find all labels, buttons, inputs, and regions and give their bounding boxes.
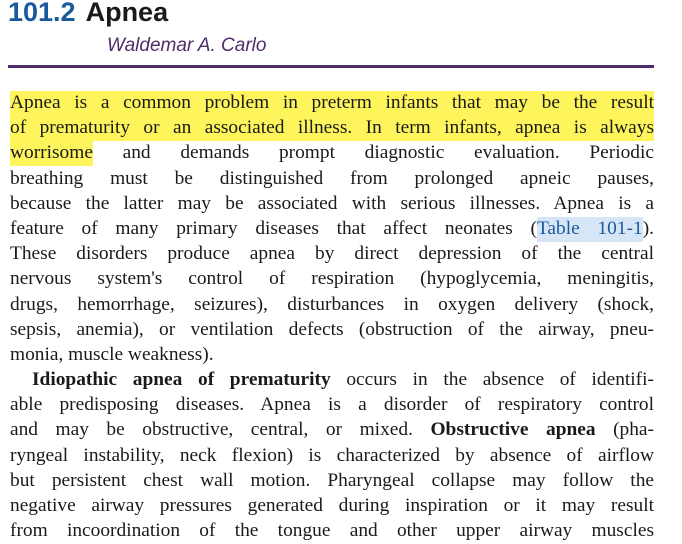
text-line: sepsis, anemia), or ventilation defects (obstruction of the airway, pneu- <box>10 318 654 340</box>
text-line: ryngeal instability, neck flexion) is characterized by absence of airflow <box>10 444 654 466</box>
section-heading <box>8 0 168 28</box>
author-name: Waldemar A. Carlo <box>107 35 267 56</box>
text-line: negative airway pressures generated during inspiration or it may result <box>10 495 654 516</box>
table-reference-link[interactable]: Table 101-1 <box>537 217 643 242</box>
section-divider <box>8 65 654 68</box>
text-line: worrisome and demands prompt diagnostic evaluation. Periodic <box>10 140 654 165</box>
text-line: able predisposing diseases. Apnea is a disorder of respiratory control <box>10 394 654 416</box>
text-line: drugs, hemorrhage, seizures), disturbances in oxygen delivery (shock, <box>10 293 654 315</box>
highlighted-text: of prematurity or an associated illness. In term infants, apnea is always <box>10 116 654 141</box>
section-title: Apnea <box>85 0 169 27</box>
text-line: from incoordination of the tongue and other upper airway muscles <box>10 520 654 542</box>
text-line: breathing must be distinguished from prolonged apneic pauses, <box>10 167 654 189</box>
text-line: because the latter may be associated with serious illnesses. Apnea is a <box>10 192 654 214</box>
text-line: feature of many primary diseases that affect neonates (Table 101-1). <box>10 216 654 241</box>
text-line <box>10 90 654 115</box>
bold-term: Idiopathic apnea of prematurity <box>32 369 331 391</box>
text-line <box>10 115 654 140</box>
text-line: and may be obstructive, central, or mixed. Obstructive apnea (pha- <box>10 419 655 441</box>
text-line: nervous system's control of respiration (hypoglycemia, meningitis, <box>10 268 654 290</box>
highlighted-text: worrisome <box>10 141 93 166</box>
paragraph-2 <box>10 367 654 543</box>
section-number: 101.2 <box>8 0 76 27</box>
paragraph-1 <box>10 90 654 367</box>
text-line: monia, muscle weakness). <box>10 343 214 365</box>
text-line: These disorders produce apnea by direct depression of the central <box>10 243 654 265</box>
text-line: Idiopathic apnea of prematurity occurs in the absence of identifi- <box>32 369 654 391</box>
highlighted-text: Apnea is a common problem in preterm infants that may be the result <box>10 91 654 116</box>
text-line: but persistent chest wall motion. Pharyngeal collapse may follow the <box>10 469 654 491</box>
body-text[interactable] <box>10 90 654 543</box>
bold-term: Obstructive apnea <box>430 419 596 441</box>
